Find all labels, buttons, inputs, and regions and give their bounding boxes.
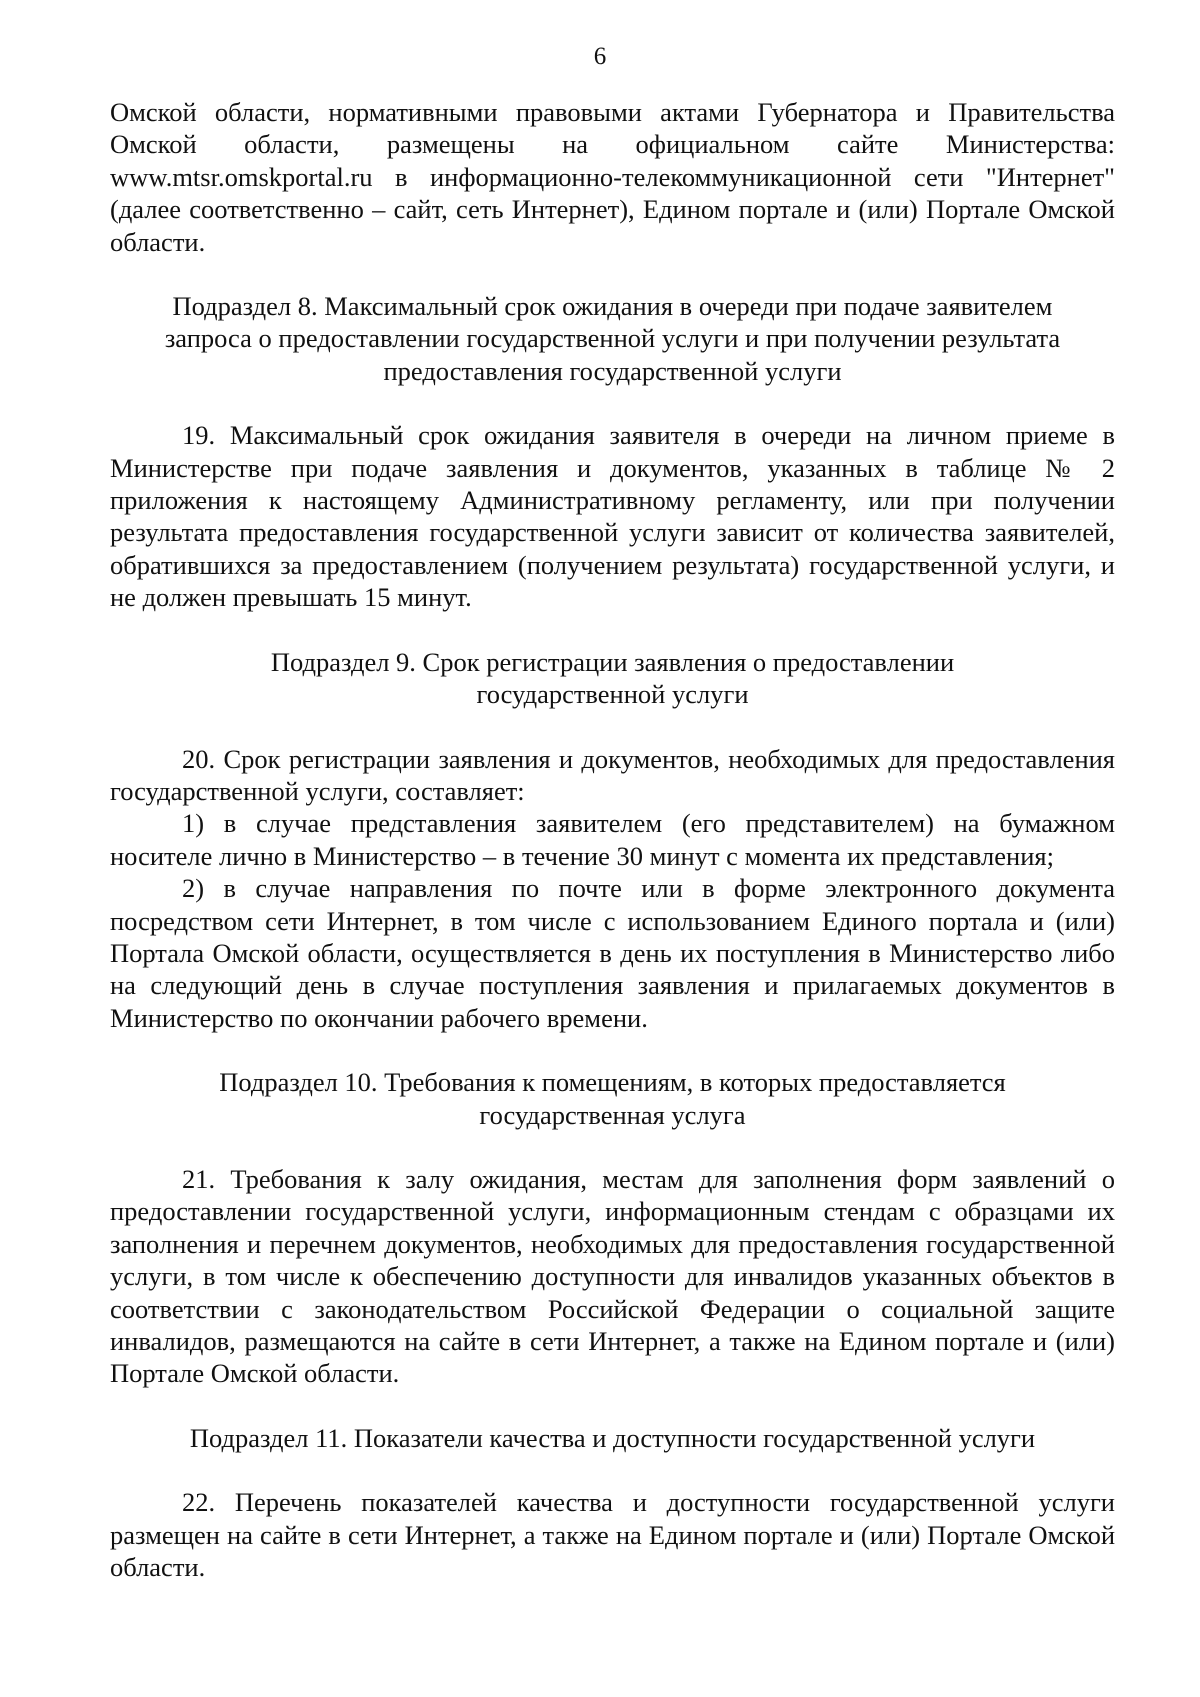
paragraph-20-item-2: 2) в случае направления по почте или в форме электронного документа посредством сети Интернет, в том числе с использованием Единого портала и (или) Портала Омской области, осуществляется в день их поступления в Министерство либо на следующий день в случае поступления заявления и прилагаемых документов в Министерство по окончании рабочего времени. [110,873,1115,1033]
page-number: 6 [593,43,607,70]
paragraph-19: 19. Максимальный срок ожидания заявителя в очереди на личном приеме в Министерстве при подаче заявления и документов, указанных в таблице № 2 приложения к настоящему Административному регламенту, или при получении результата предоставления государственной услуги зависит от количества заявителей, обратившихся за предоставлением (получением результата) государственной услуги, и не должен превышать 15 минут. [110,420,1115,613]
subsection-9-heading: Подраздел 9. Срок регистрации заявления о предоставлении государственной услуги [270,646,955,710]
subsection-8-heading: Подраздел 8. Максимальный срок ожидания в очереди при подаче заявителем запроса о предоставлении государственной услуги и при получении результата предоставления государственной услуги [164,291,1061,386]
paragraph-20-item-1: 1) в случае представления заявителем (его представителем) на бумажном носителе лично в Министерство – в течение 30 минут с момента их представления; [110,808,1115,871]
paragraph-22: 22. Перечень показателей качества и доступности государственной услуги размещен на сайте в сети Интернет, а также на Едином портале и (или) Портале Омской области. [110,1487,1115,1583]
subsection-10-heading: Подраздел 10. Требования к помещениям, в которых предоставляется государственная услуга [219,1067,1006,1130]
paragraph-20: 20. Срок регистрации заявления и документов, необходимых для предоставления государственной услуги, составляет: [110,743,1115,806]
document-body [110,96,1115,1583]
subsection-11-heading: Подраздел 11. Показатели качества и доступности государственной услуги [189,1422,1036,1453]
intro-paragraph: Омской области, нормативными правовыми актами Губернатора и Правительства Омской области, размещены на официальном сайте Министерства: www.mtsr.omskportal.ru в информационно-телекоммуникационной сети "Интернет" (далее соответственно – сайт, сеть Интернет), Едином портале и (или) Портале Омской области. [110,97,1115,257]
paragraph-21: 21. Требования к залу ожидания, местам для заполнения форм заявлений о предоставлении государственной услуги, информационным стендам с образцами их заполнения и перечнем документов, необходимых для предоставления государственной услуги, в том числе к обеспечению доступности для инвалидов указанных объектов в соответствии с законодательством Российской Федерации о социальной защите инвалидов, размещаются на сайте в сети Интернет, а также на Едином портале и (или) Портале Омской области. [110,1163,1115,1389]
